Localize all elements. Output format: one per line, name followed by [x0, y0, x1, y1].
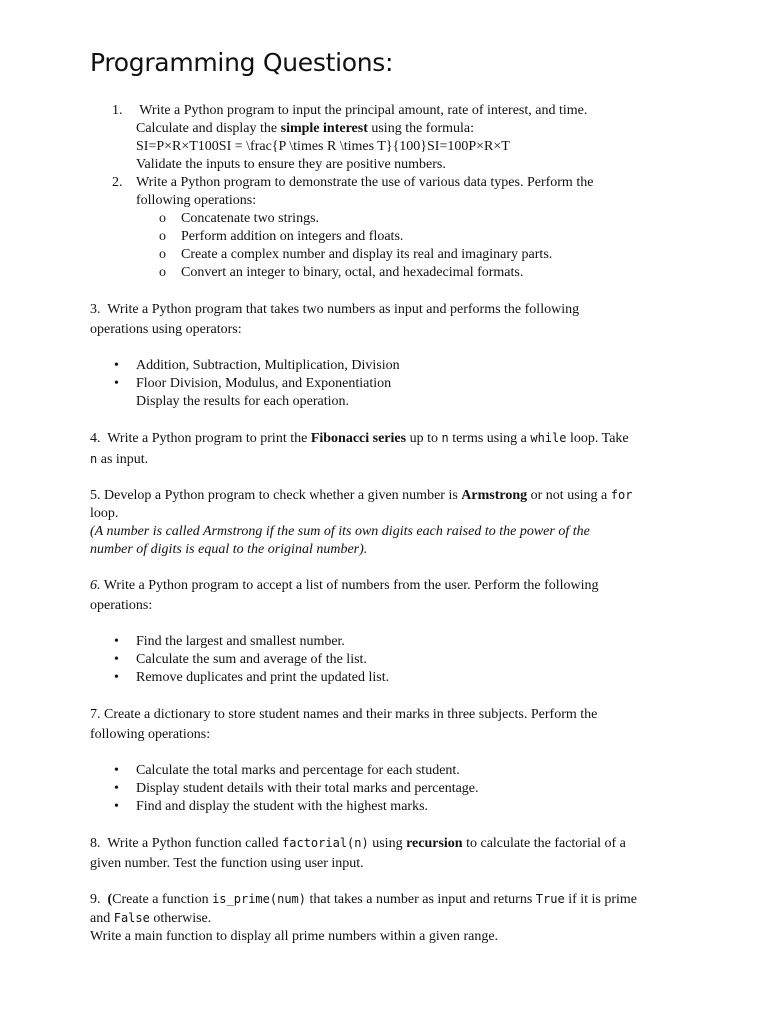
question-4: [90, 428, 680, 470]
text-span: otherwise.: [149, 911, 212, 926]
bullet-icon: •: [114, 652, 119, 667]
text-span: and: [90, 911, 114, 926]
text-span: or not using a: [527, 488, 611, 503]
text-span: that takes a number as input and returns: [306, 892, 536, 907]
bullet-text: Remove duplicates and print the updated list.: [136, 670, 390, 685]
fibonacci-bold: Fibonacci series: [310, 431, 407, 446]
text-span: 5. Develop a Python program to check whether a given number is: [90, 488, 462, 503]
bullet-icon: •: [114, 799, 119, 814]
formula-line: SI=P×R×T100SI = \frac{P \times R \times T}{100}SI=100P×R×T: [136, 139, 510, 154]
code-for: for: [610, 488, 633, 502]
question-1-number: 1.: [112, 103, 123, 118]
page-title: Programming Questions:: [90, 48, 394, 77]
sub-list-item-text: Concatenate two strings.: [181, 211, 320, 226]
question-9-line-1: [90, 890, 680, 909]
sub-list-item: [136, 264, 690, 282]
question-6-line-1: [90, 576, 680, 596]
circle-bullet-icon: o: [159, 265, 166, 280]
code-n: n: [90, 452, 98, 466]
question-1-line-2: [136, 120, 690, 138]
question-6-line-2: operations:: [90, 598, 153, 613]
question-6-bullets: [90, 633, 680, 687]
question-8-line-2: given number. Test the function using user input.: [90, 856, 364, 871]
code-false: False: [113, 911, 150, 925]
question-3-bullets: [90, 357, 680, 411]
simple-interest-bold: simple interest: [280, 121, 368, 136]
question-7: [90, 705, 680, 745]
question-2-line-2: following operations:: [136, 193, 257, 208]
text-span: Write a Python program to accept a list of numbers from the user. Perform the following: [100, 578, 599, 593]
code-factorial: factorial(n): [282, 836, 369, 850]
bullet-icon: •: [114, 634, 119, 649]
question-9: [90, 890, 680, 946]
bullet-icon: •: [114, 376, 119, 391]
bullet-item: [90, 669, 680, 687]
question-5-line-2: loop.: [90, 506, 119, 521]
question-2-number: 2.: [112, 175, 123, 190]
bullet-item: [90, 357, 680, 375]
bullet-item: [90, 798, 680, 816]
circle-bullet-icon: o: [159, 247, 166, 262]
code-n: n: [441, 431, 449, 445]
text-span: to calculate the factorial of a: [462, 836, 626, 851]
text-span: Create a function: [112, 892, 213, 907]
sub-list-item: [136, 210, 690, 228]
text-span: 9.: [90, 892, 108, 907]
text-span: loop. Take: [566, 431, 629, 446]
bullet-icon: •: [114, 358, 119, 373]
text-span: using: [368, 836, 407, 851]
text-span: 4. Write a Python program to print the: [90, 431, 311, 446]
bullet-text: Display student details with their total marks and percentage.: [136, 781, 479, 796]
question-5-line-1: [90, 486, 680, 505]
armstrong-definition-line-2: number of digits is equal to the original number).: [90, 542, 368, 557]
bullet-text: Floor Division, Modulus, and Exponentiation: [136, 376, 392, 391]
question-6-number: 6.: [90, 578, 101, 593]
bullet-item: [90, 633, 680, 651]
question-1-line-4: Validate the inputs to ensure they are positive numbers.: [136, 157, 446, 172]
text-span: if it is prime: [564, 892, 638, 907]
sub-list-item: [136, 246, 690, 264]
question-9-line-3: Write a main function to display all prime numbers within a given range.: [90, 929, 499, 944]
sub-list-item: [136, 228, 690, 246]
text-span: as input.: [97, 452, 149, 467]
armstrong-bold: Armstrong: [461, 488, 528, 503]
question-5: [90, 486, 680, 559]
sub-list-item-text: Perform addition on integers and floats.: [181, 229, 404, 244]
text-span: 8. Write a Python function called: [90, 836, 283, 851]
bullet-item: [90, 375, 680, 393]
bullet-icon: •: [114, 781, 119, 796]
text-span: up to: [406, 431, 442, 446]
code-while: while: [530, 431, 567, 445]
text-span: using the formula:: [367, 121, 475, 136]
circle-bullet-icon: o: [159, 211, 166, 226]
numbered-list: [90, 102, 690, 282]
question-1-line-1: Write a Python program to input the principal amount, rate of interest, and time.: [136, 103, 588, 118]
sub-list-item-text: Create a complex number and display its real and imaginary parts.: [181, 247, 553, 262]
question-6: [90, 576, 680, 616]
question-3-line-1: 3. Write a Python program that takes two numbers as input and performs the following: [90, 302, 580, 317]
code-is-prime: is_prime(num): [212, 892, 306, 906]
text-span: terms using a: [448, 431, 531, 446]
sub-list-item-text: Convert an integer to binary, octal, and hexadecimal formats.: [181, 265, 524, 280]
circle-bullet-icon: o: [159, 229, 166, 244]
paren-bold: (: [107, 892, 113, 907]
question-4-line-1: [90, 428, 680, 449]
armstrong-definition-line-1: (A number is called Armstrong if the sum of its own digits each raised to the power of the: [90, 524, 590, 539]
bullet-item: [90, 651, 680, 669]
question-7-line-2: following operations:: [90, 727, 211, 742]
question-3: [90, 300, 680, 340]
question-2-line-1: Write a Python program to demonstrate the use of various data types. Perform the: [136, 175, 594, 190]
question-2: [90, 174, 690, 282]
bullet-item: [90, 762, 680, 780]
text-span: Calculate and display the: [136, 121, 281, 136]
bullet-text: Find the largest and smallest number.: [136, 634, 345, 649]
recursion-bold: recursion: [406, 836, 463, 851]
bullet-icon: •: [114, 670, 119, 685]
question-4-line-2: [90, 449, 680, 470]
bullet-text: Calculate the sum and average of the list.: [136, 652, 367, 667]
bullet-item: [90, 780, 680, 798]
question-8-line-1: [90, 833, 680, 854]
question-7-line-1: 7. Create a dictionary to store student names and their marks in three subjects. Perform the: [90, 707, 598, 722]
bullet-text: Find and display the student with the highest marks.: [136, 799, 429, 814]
bullet-text: Calculate the total marks and percentage for each student.: [136, 763, 460, 778]
question-8: [90, 833, 680, 874]
bullet-icon: •: [114, 763, 119, 778]
bullet-text: Addition, Subtraction, Multiplication, Division: [136, 358, 400, 373]
question-1: [90, 102, 690, 174]
question-7-bullets: [90, 762, 680, 816]
sub-list: [136, 210, 690, 282]
code-true: True: [535, 892, 565, 906]
question-9-line-2: [90, 909, 680, 928]
question-3-line-2: operations using operators:: [90, 322, 242, 337]
question-3-after-text: Display the results for each operation.: [136, 394, 350, 409]
